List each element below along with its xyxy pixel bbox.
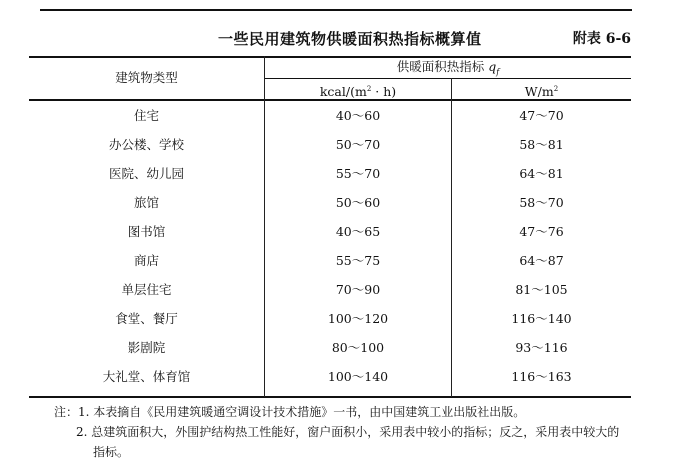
cell-kcal: 80～100: [331, 340, 385, 355]
cell-building-type: 单层住宅: [121, 282, 172, 297]
table-number: 附表 6-6: [572, 31, 631, 47]
symbol-q: q: [488, 59, 497, 74]
cell-kcal: 50～60: [335, 195, 381, 210]
cell-w: 64～81: [519, 166, 564, 181]
cell-kcal: 100～140: [327, 369, 389, 384]
header-heat-index-group: [265, 59, 631, 81]
cell-building-type: 办公楼、学校: [108, 137, 184, 152]
table-notes: [54, 402, 644, 462]
cell-w: 47～76: [519, 224, 564, 239]
notes-prefix: 注：: [54, 405, 79, 419]
cell-building-type: 医院、幼儿园: [108, 166, 184, 181]
header-group-label: 供暖面积热指标: [396, 59, 489, 74]
header-group-symbol: [488, 59, 500, 77]
cell-building-type: 图书馆: [127, 224, 166, 239]
cell-kcal: 40～65: [335, 224, 381, 239]
cell-w: 64～87: [519, 253, 564, 268]
cell-w: 116～163: [511, 369, 572, 384]
note-2-line-2: 指标。: [93, 445, 130, 459]
cell-building-type: 食堂、餐厅: [115, 311, 178, 326]
title-row: [29, 28, 631, 50]
unit-w-prefix: W/m: [524, 84, 554, 99]
table-title: 一些民用建筑物供暖面积热指标概算值: [218, 30, 482, 48]
cell-w: 47～70: [519, 108, 564, 123]
note-2-line-1: 2. 总建筑面积大，外围护结构热工性能好，窗户面积小，采用表中较小的指标；反之，采用表中较大的: [76, 425, 620, 439]
note-1: [54, 402, 644, 422]
note-1-text: 1. 本表摘自《民用建筑暖通空调设计技术措施》一书，由中国建筑工业出版社出版。: [78, 405, 526, 419]
cell-w: 81～105: [515, 282, 568, 297]
symbol-subscript: f: [496, 67, 500, 77]
unit-kcal-sup: 2: [366, 85, 372, 93]
cell-w: 116～140: [511, 311, 572, 326]
unit-kcal-suffix: · h): [371, 84, 397, 99]
header-unit-w: [452, 81, 631, 100]
table-bottom-border: [29, 396, 631, 398]
cell-building-type: 旅馆: [133, 195, 159, 210]
top-rule: [40, 9, 632, 11]
table-top-border: [29, 56, 631, 58]
cell-building-type: 影剧院: [127, 340, 166, 355]
cell-building-type: 住宅: [133, 108, 159, 123]
cell-kcal: 100～120: [327, 311, 389, 326]
cell-kcal: 55～70: [335, 166, 381, 181]
header-unit-kcal: [265, 81, 451, 100]
cell-kcal: 40～60: [335, 108, 381, 123]
cell-w: 93～116: [515, 340, 568, 355]
cell-kcal: 50～70: [335, 137, 381, 152]
cell-w: 58～81: [519, 137, 564, 152]
cell-w: 58～70: [519, 195, 564, 210]
cell-kcal: 70～90: [335, 282, 381, 297]
cell-building-type: 大礼堂、体育馆: [102, 369, 191, 384]
cell-building-type: 商店: [133, 253, 159, 268]
unit-kcal-prefix: kcal/(m: [319, 84, 367, 99]
cell-kcal: 55～75: [335, 253, 381, 268]
header-building-type: 建筑物类型: [115, 70, 178, 85]
unit-w-sup: 2: [553, 85, 559, 93]
